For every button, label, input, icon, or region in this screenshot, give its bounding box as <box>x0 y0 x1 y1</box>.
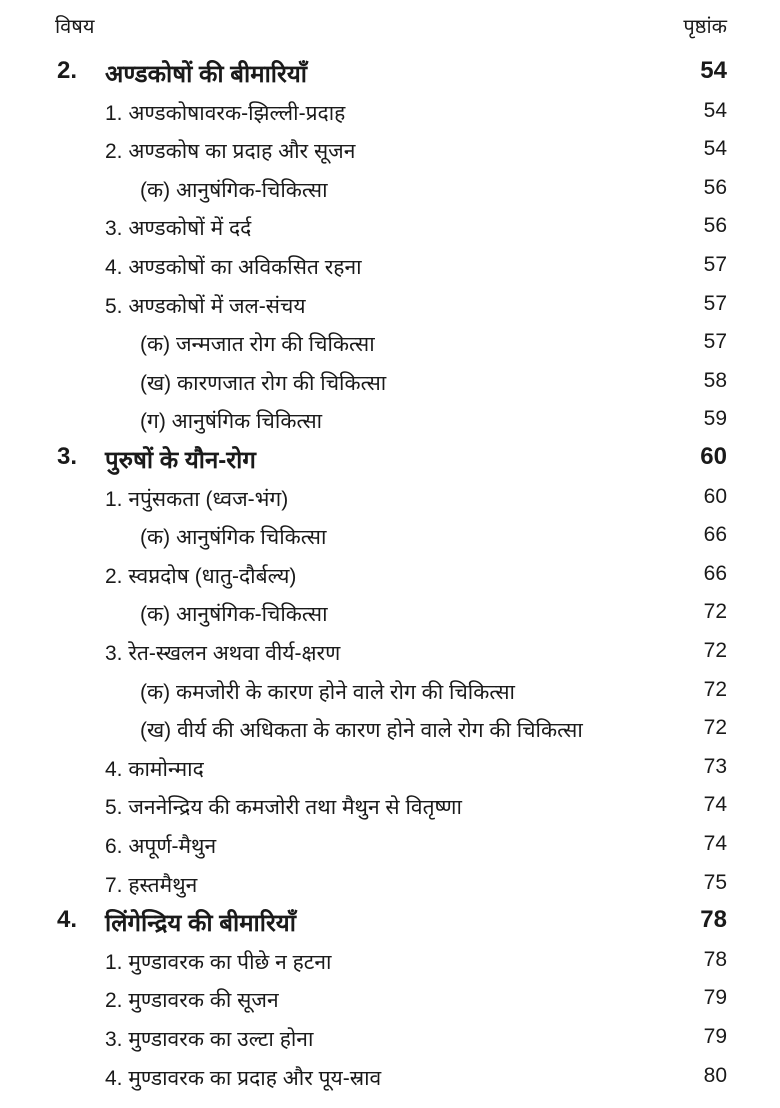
entry-page-number: 54 <box>703 98 727 122</box>
entry-page-number: 66 <box>703 561 727 585</box>
entry-title: 7. हस्तमैथुन <box>105 873 198 897</box>
toc-entry <box>0 672 780 710</box>
entry-title: (क) आनुषंगिक-चिकित्सा <box>140 603 328 627</box>
entry-page-number: 54 <box>703 137 727 161</box>
toc-entry <box>0 131 780 169</box>
entry-page-number: 57 <box>703 330 727 354</box>
entry-page-number: 56 <box>703 175 727 199</box>
entry-title: (क) आनुषंगिक-चिकित्सा <box>140 178 328 202</box>
entry-page-number: 58 <box>703 368 727 392</box>
toc-entry <box>0 324 780 362</box>
entry-title: (ग) आनुषंगिक चिकित्सा <box>140 410 323 434</box>
toc-entry <box>0 93 780 131</box>
toc-entry <box>0 826 780 864</box>
toc-entry <box>0 787 780 825</box>
toc-entry <box>0 865 780 903</box>
entry-page-number: 72 <box>703 639 727 662</box>
entry-title: 3. अण्डकोषों में दर्द <box>105 217 252 241</box>
toc-entry <box>0 170 780 208</box>
entry-page-number: 72 <box>703 716 727 740</box>
entry-page-number: 78 <box>703 947 727 971</box>
entry-title: 5. जननेन्द्रिय की कमजोरी तथा मैथुन से वितृष्णा <box>105 796 462 820</box>
toc-entry <box>0 980 780 1018</box>
toc-entry <box>0 594 780 632</box>
entry-page-number: 79 <box>703 986 727 1010</box>
entry-title: 1. नपुंसकता (ध्वज-भंग) <box>105 487 289 511</box>
entry-page-number: 57 <box>703 253 727 276</box>
entry-title: (क) जन्मजात रोग की चिकित्सा <box>140 333 375 357</box>
chapter-number: 4. <box>57 906 78 934</box>
entry-title: अण्डकोषों की बीमारियाँ <box>105 61 307 88</box>
toc-entry <box>0 208 780 246</box>
entry-page-number: 59 <box>703 407 727 431</box>
entry-page-number: 66 <box>703 523 727 547</box>
entry-title: 1. मुण्डावरक का पीछे न हटना <box>105 950 332 974</box>
toc-entry <box>0 286 780 324</box>
entry-title: 4. अण्डकोषों का अविकसित रहना <box>105 256 362 279</box>
toc-entry <box>0 942 780 980</box>
entry-page-number: 56 <box>703 214 727 238</box>
entry-title: पुरुषों के यौन-रोग <box>105 447 256 474</box>
entry-title: (क) आनुषंगिक चिकित्सा <box>140 526 327 550</box>
entry-title: (क) कमजोरी के कारण होने वाले रोग की चिकित्सा <box>140 680 515 704</box>
entry-page-number: 79 <box>703 1025 727 1048</box>
toc-entry <box>0 710 780 748</box>
toc-entry <box>0 1019 780 1057</box>
entry-title: 3. रेत-स्खलन अथवा वीर्य-क्षरण <box>105 642 341 665</box>
entry-title: (ख) वीर्य की अधिकता के कारण होने वाले रोग की चिकित्सा <box>140 719 583 743</box>
entry-page-number: 78 <box>700 906 727 934</box>
entry-title: 2. अण्डकोष का प्रदाह और सूजन <box>105 140 356 164</box>
toc-entry <box>0 517 780 555</box>
entry-title: (ख) कारणजात रोग की चिकित्सा <box>140 371 387 395</box>
subject-column-header: विषय <box>55 16 95 38</box>
entry-page-number: 57 <box>703 291 727 315</box>
entry-page-number: 80 <box>703 1063 727 1087</box>
toc-entry <box>0 633 780 671</box>
toc-entry <box>0 1058 780 1096</box>
entry-title: 2. स्वप्नदोष (धातु-दौर्बल्य) <box>105 564 297 588</box>
toc-entry <box>0 479 780 517</box>
chapter-number: 2. <box>57 57 78 84</box>
toc-entry <box>0 556 780 594</box>
toc-entry <box>0 363 780 401</box>
entry-page-number: 72 <box>703 600 727 624</box>
entry-title: 5. अण्डकोषों में जल-संचय <box>105 294 306 318</box>
entry-page-number: 72 <box>703 677 727 701</box>
entry-page-number: 75 <box>703 870 727 894</box>
toc-chapter <box>0 440 780 478</box>
toc-entry <box>0 401 780 439</box>
entry-page-number: 74 <box>703 793 727 817</box>
toc-entry <box>0 247 780 285</box>
toc-chapter <box>0 54 780 92</box>
toc-chapter <box>0 903 780 941</box>
entry-title: 4. मुण्डावरक का प्रदाह और पूय-स्राव <box>105 1066 382 1090</box>
entry-title: 2. मुण्डावरक की सूजन <box>105 989 279 1013</box>
chapter-number: 3. <box>57 443 78 470</box>
entry-title: 3. मुण्डावरक का उल्टा होना <box>105 1028 314 1051</box>
entry-page-number: 60 <box>703 484 727 508</box>
page-column-header: पृष्ठांक <box>683 16 727 38</box>
toc-entry <box>0 749 780 787</box>
entry-page-number: 73 <box>703 754 727 778</box>
entry-page-number: 74 <box>703 832 727 855</box>
entry-page-number: 60 <box>700 443 727 470</box>
entry-title: 1. अण्डकोषावरक-झिल्ली-प्रदाह <box>105 101 346 125</box>
entry-title: लिंगेन्द्रिय की बीमारियाँ <box>105 910 296 938</box>
entry-title: 4. कामोन्माद <box>105 757 204 781</box>
entry-title: 6. अपूर्ण-मैथुन <box>105 835 217 858</box>
entry-page-number: 54 <box>700 57 727 84</box>
